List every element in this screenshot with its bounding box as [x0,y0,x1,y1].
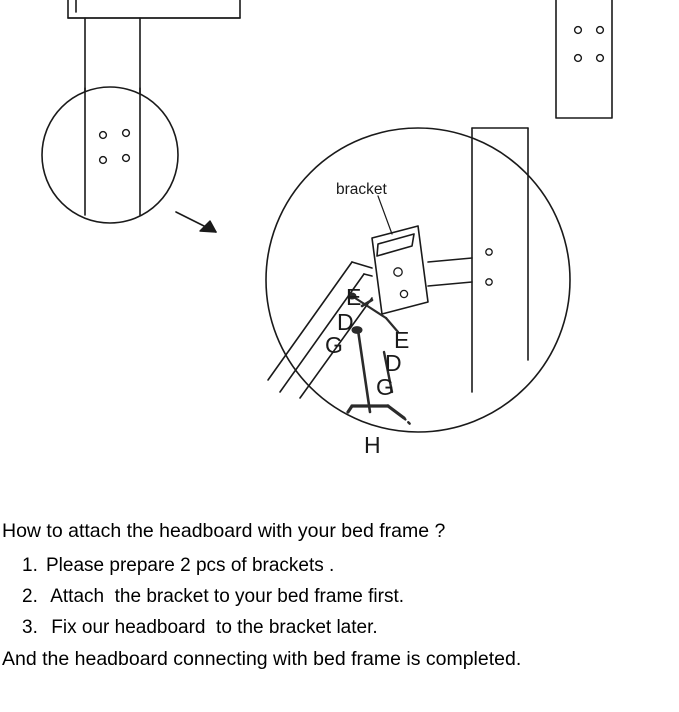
step-text: Please prepare 2 pcs of brackets . [46,555,335,576]
instructions-closing: And the headboard connecting with bed frame is completed. [2,648,522,670]
step-number: 1. [22,555,38,576]
label-bracket: bracket [336,181,387,198]
label-g-1: G [325,332,343,358]
list-item [0,617,679,639]
step-number: 3. [22,617,38,638]
list-item [0,586,679,608]
label-e-2: E [394,327,410,353]
bed-frame-leg [556,0,612,118]
label-g-2: G [376,374,394,400]
label-d-1: D [337,309,354,335]
list-item [0,555,679,577]
left-detail-circle [42,87,178,223]
headboard-panel [68,0,240,18]
step-text: Fix our headboard to the bracket later. [46,617,378,638]
step-text: Attach the bracket to your bed frame first. [46,586,405,607]
instructions-block [0,520,679,671]
instructions-question: How to attach the headboard with your bed frame ? [2,520,446,542]
step-number: 2. [22,586,38,607]
label-h: H [364,432,381,458]
instructions-steps [0,555,679,639]
label-d-2: D [385,350,402,376]
label-e-1: E [346,284,362,310]
direction-arrow [176,212,216,232]
